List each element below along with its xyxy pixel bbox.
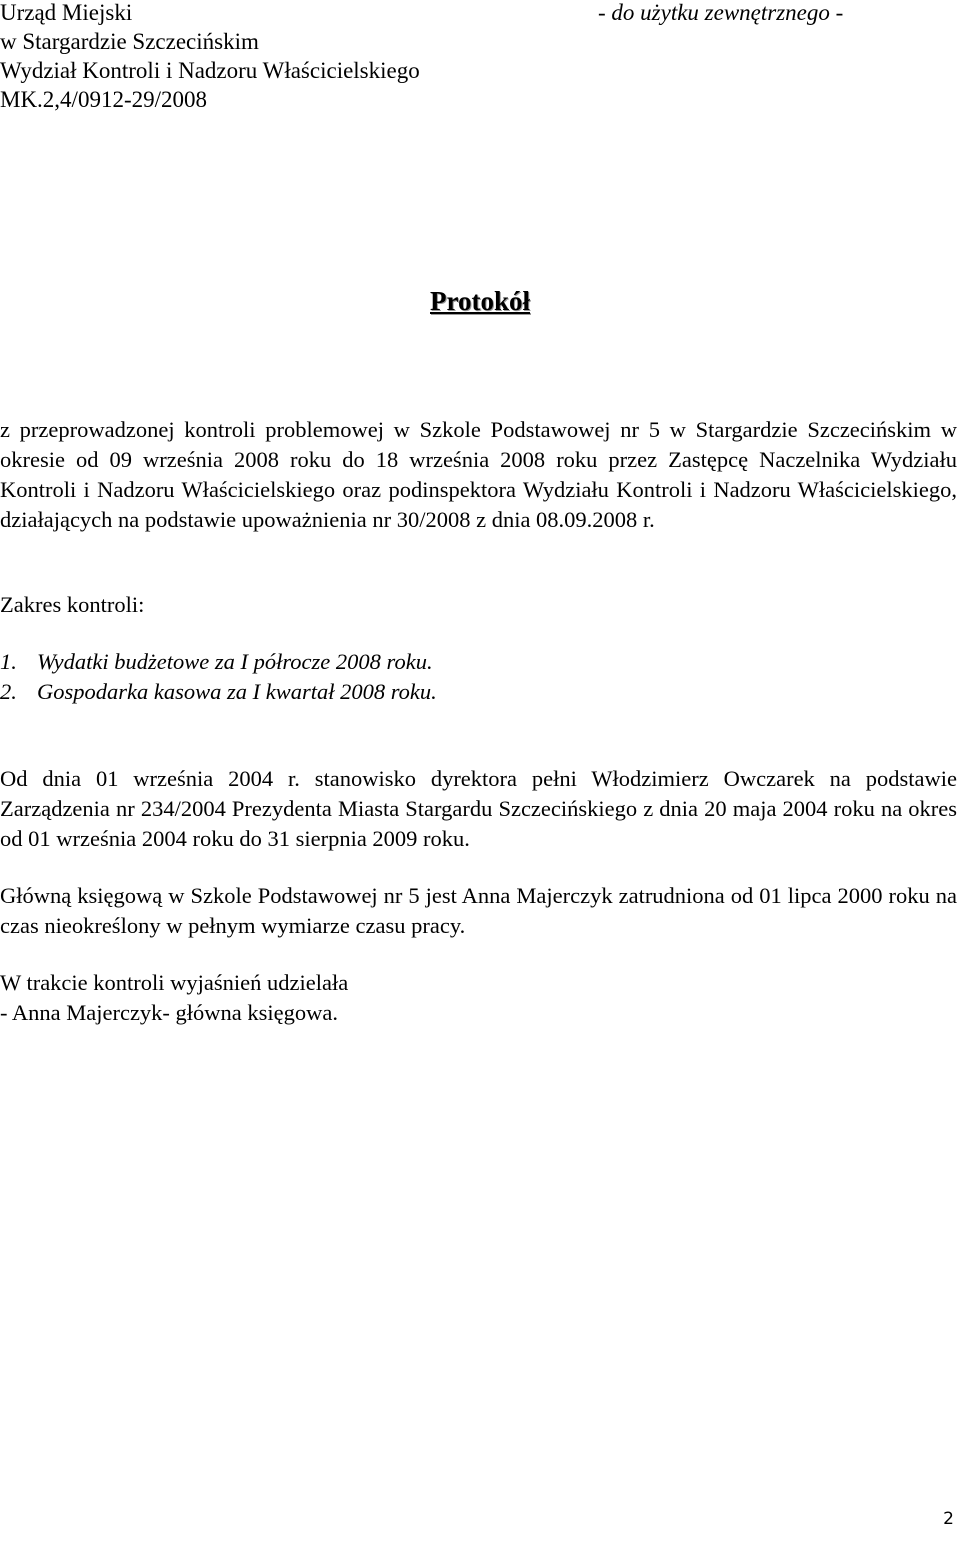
accountant-paragraph: Główną księgową w Szkole Podstawowej nr 5 jest Anna Majerczyk zatrudniona od 01 lipca 2000 roku na czas nieokreślony w pełnym wymiarze czasu pracy. — [0, 883, 957, 938]
intro-paragraph: z przeprowadzonej kontroli problemowej w Szkole Podstawowej nr 5 w Stargardzie Szczecińskim w okresie od 09 września 2008 roku do 18 września 2008 roku przez Zastępcę Naczelnika Wydziału Kontroli i Nadzoru Właścicielskiego oraz podinspektora Wydziału Kontroli i Nadzoru Właścicielskiego, działających na podstawie upoważnienia nr 30/2008 z dnia 08.09.2008 r. — [0, 417, 957, 532]
explanations-line: W trakcie kontroli wyjaśnień udzielała — [0, 970, 349, 995]
office-city: w Stargardzie Szczecińskim — [0, 29, 259, 54]
classification-label: - do użytku zewnętrznego - — [598, 0, 844, 25]
case-reference: MK.2,4/0912-29/2008 — [0, 87, 207, 112]
explanations-paragraph — [0, 968, 957, 1028]
list-item-text: Wydatki budżetowe za I półrocze 2008 roku. — [37, 649, 433, 674]
scope-label: Zakres kontroli: — [0, 592, 145, 617]
department-name: Wydział Kontroli i Nadzoru Właścicielskiego — [0, 58, 420, 83]
explanations-line: - Anna Majerczyk- główna księgowa. — [0, 1000, 339, 1025]
list-item-number: 1. — [0, 649, 17, 674]
office-header — [0, 0, 420, 114]
office-name: Urząd Miejski — [0, 0, 133, 25]
list-item-number: 2. — [0, 679, 17, 704]
list-item — [0, 647, 437, 677]
list-item-text: Gospodarka kasowa za I kwartał 2008 roku. — [37, 679, 437, 704]
page-number: 2 — [943, 1509, 954, 1529]
director-paragraph: Od dnia 01 września 2004 r. stanowisko dyrektora pełni Włodzimierz Owczarek na podstawie Zarządzenia nr 234/2004 Prezydenta Miasta Stargardu Szczecińskiego z dnia 20 maja 2004 roku na okres od 01 września 2004 roku do 31 sierpnia 2009 roku. — [0, 766, 957, 851]
scope-list — [0, 647, 437, 707]
document-title: Protokół — [430, 286, 530, 316]
list-item — [0, 677, 437, 707]
